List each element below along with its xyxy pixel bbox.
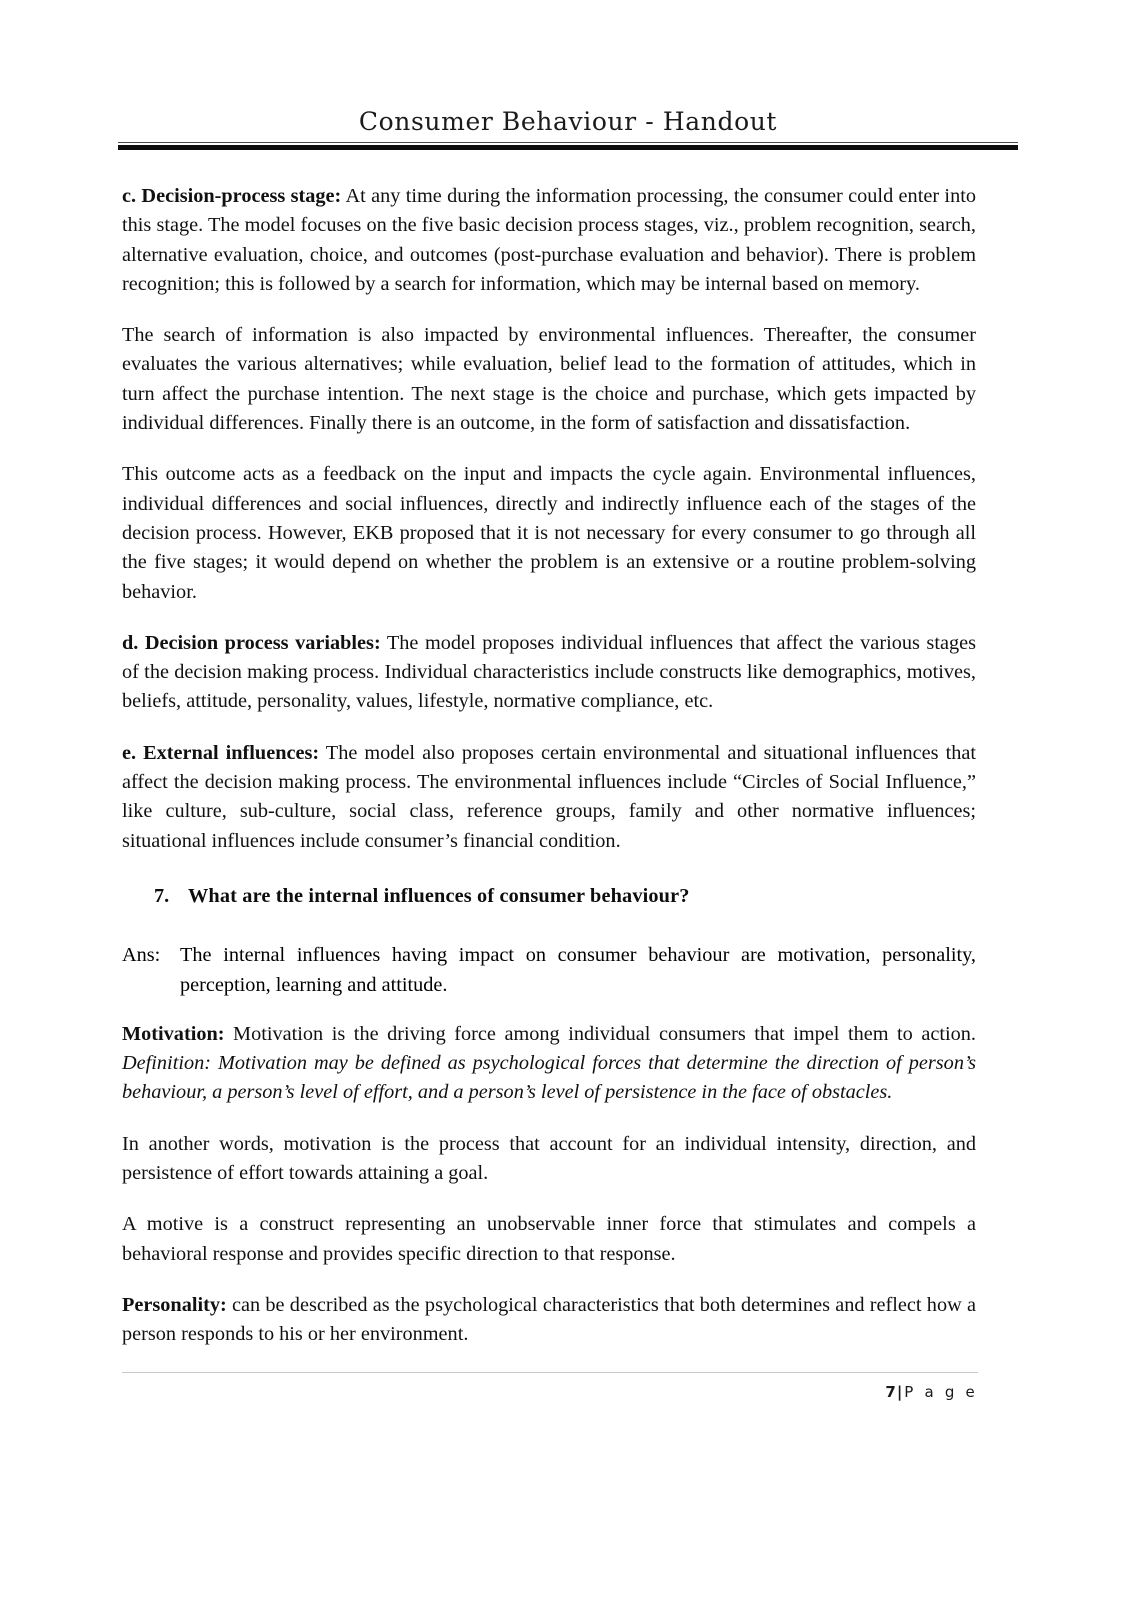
paragraph-outcome-feedback: This outcome acts as a feedback on the input and impacts the cycle again. Environmental influences, individual differences and social influences, directly and indirectly influence each of the stages of the decision process. However, EKB proposed that it is not necessary for every consumer to go through all the five stages; it would depend on whether the problem is an extensive or a routine problem-solving behavior. xyxy=(122,463,976,603)
page-header-title: Consumer Behaviour - Handout xyxy=(358,107,778,136)
footer-page-number: 7 xyxy=(885,1383,897,1401)
paragraph-decision-process-variables xyxy=(122,629,976,717)
paragraph-lead-label: d. Decision process variables: xyxy=(122,631,381,654)
footer-page-indicator xyxy=(122,1383,978,1401)
paragraph-search-of-information: The search of information is also impacted by environmental influences. Thereafter, the consumer evaluates the various alternatives; while evaluation, belief lead to the formation of attitudes, which in turn affect the purchase intention. The next stage is the choice and purchase, which gets impacted by individual differences. Finally there is an outcome, in the form of satisfaction and dissatisfaction. xyxy=(122,324,976,435)
footer-page-word: P a g e xyxy=(904,1383,978,1401)
answer-text: The internal influences having impact on consumer behaviour are motivation, personality, perception, learning and attitude. xyxy=(180,944,976,996)
answer-label: Ans: xyxy=(122,944,161,967)
paragraph-decision-process-stage xyxy=(122,182,976,299)
question-text: What are the internal influences of consumer behaviour? xyxy=(188,884,690,907)
header-rule-thick xyxy=(118,145,1018,150)
page-footer xyxy=(122,1372,978,1401)
question-number: 7. xyxy=(154,884,170,907)
paragraph-definition-italic: Definition: Motivation may be defined as psychological forces that determine the direction of person’s behaviour, a person’s level of effort, and a person’s level of persistence in the face of obstacles. xyxy=(122,1052,976,1104)
paragraph-personality xyxy=(122,1291,976,1350)
footer-rule xyxy=(122,1372,978,1373)
question-heading-7 xyxy=(122,882,976,911)
paragraph-lead-label: Personality: xyxy=(122,1293,227,1316)
paragraph-motivation xyxy=(122,1020,976,1108)
paragraph-text: can be described as the psychological characteristics that both determines and reflect how a person responds to his or her environment. xyxy=(122,1293,976,1346)
footer-separator: | xyxy=(896,1383,905,1401)
paragraph-motive-construct: A motive is a construct representing an unobservable inner force that stimulates and compels a behavioral response and provides specific direction to that response. xyxy=(122,1213,976,1265)
paragraph-lead-label: e. External influences: xyxy=(122,741,320,764)
paragraph-text: The model proposes individual influences that affect the various stages of the decision making process. Individual characteristics include constructs like demographics, motives, beliefs, attitude, personality, values, lifestyle, normative compliance, etc. xyxy=(122,631,976,713)
paragraph-text: The model also proposes certain environmental and situational influences that affect the decision making process. The environmental influences include “Circles of Social Influence,” like culture, sub-culture, social class, reference groups, family and other normative influences; situational influences include consumer’s financial condition. xyxy=(122,741,976,852)
page-header xyxy=(118,108,1018,150)
paragraph-text: Motivation is the driving force among individual consumers that impel them to action. xyxy=(224,1022,976,1045)
paragraph-lead-label: Motivation: xyxy=(122,1022,225,1045)
paragraph-text: At any time during the information processing, the consumer could enter into this stage. The model focuses on the five basic decision process stages, viz., problem recognition, search, alternative evaluation, choice, and outcomes (post-purchase evaluation and behavior). There is problem recognition; this is followed by a search for information, which may be internal based on memory. xyxy=(122,185,976,295)
paragraph-external-influences xyxy=(122,739,976,856)
answer-block-7 xyxy=(122,941,976,1000)
paragraph-in-another-words: In another words, motivation is the process that account for an individual intensity, direction, and persistence of effort towards attaining a goal. xyxy=(122,1132,976,1185)
document-body xyxy=(122,182,976,1350)
paragraph-lead-label: c. Decision-process stage: xyxy=(122,185,342,207)
